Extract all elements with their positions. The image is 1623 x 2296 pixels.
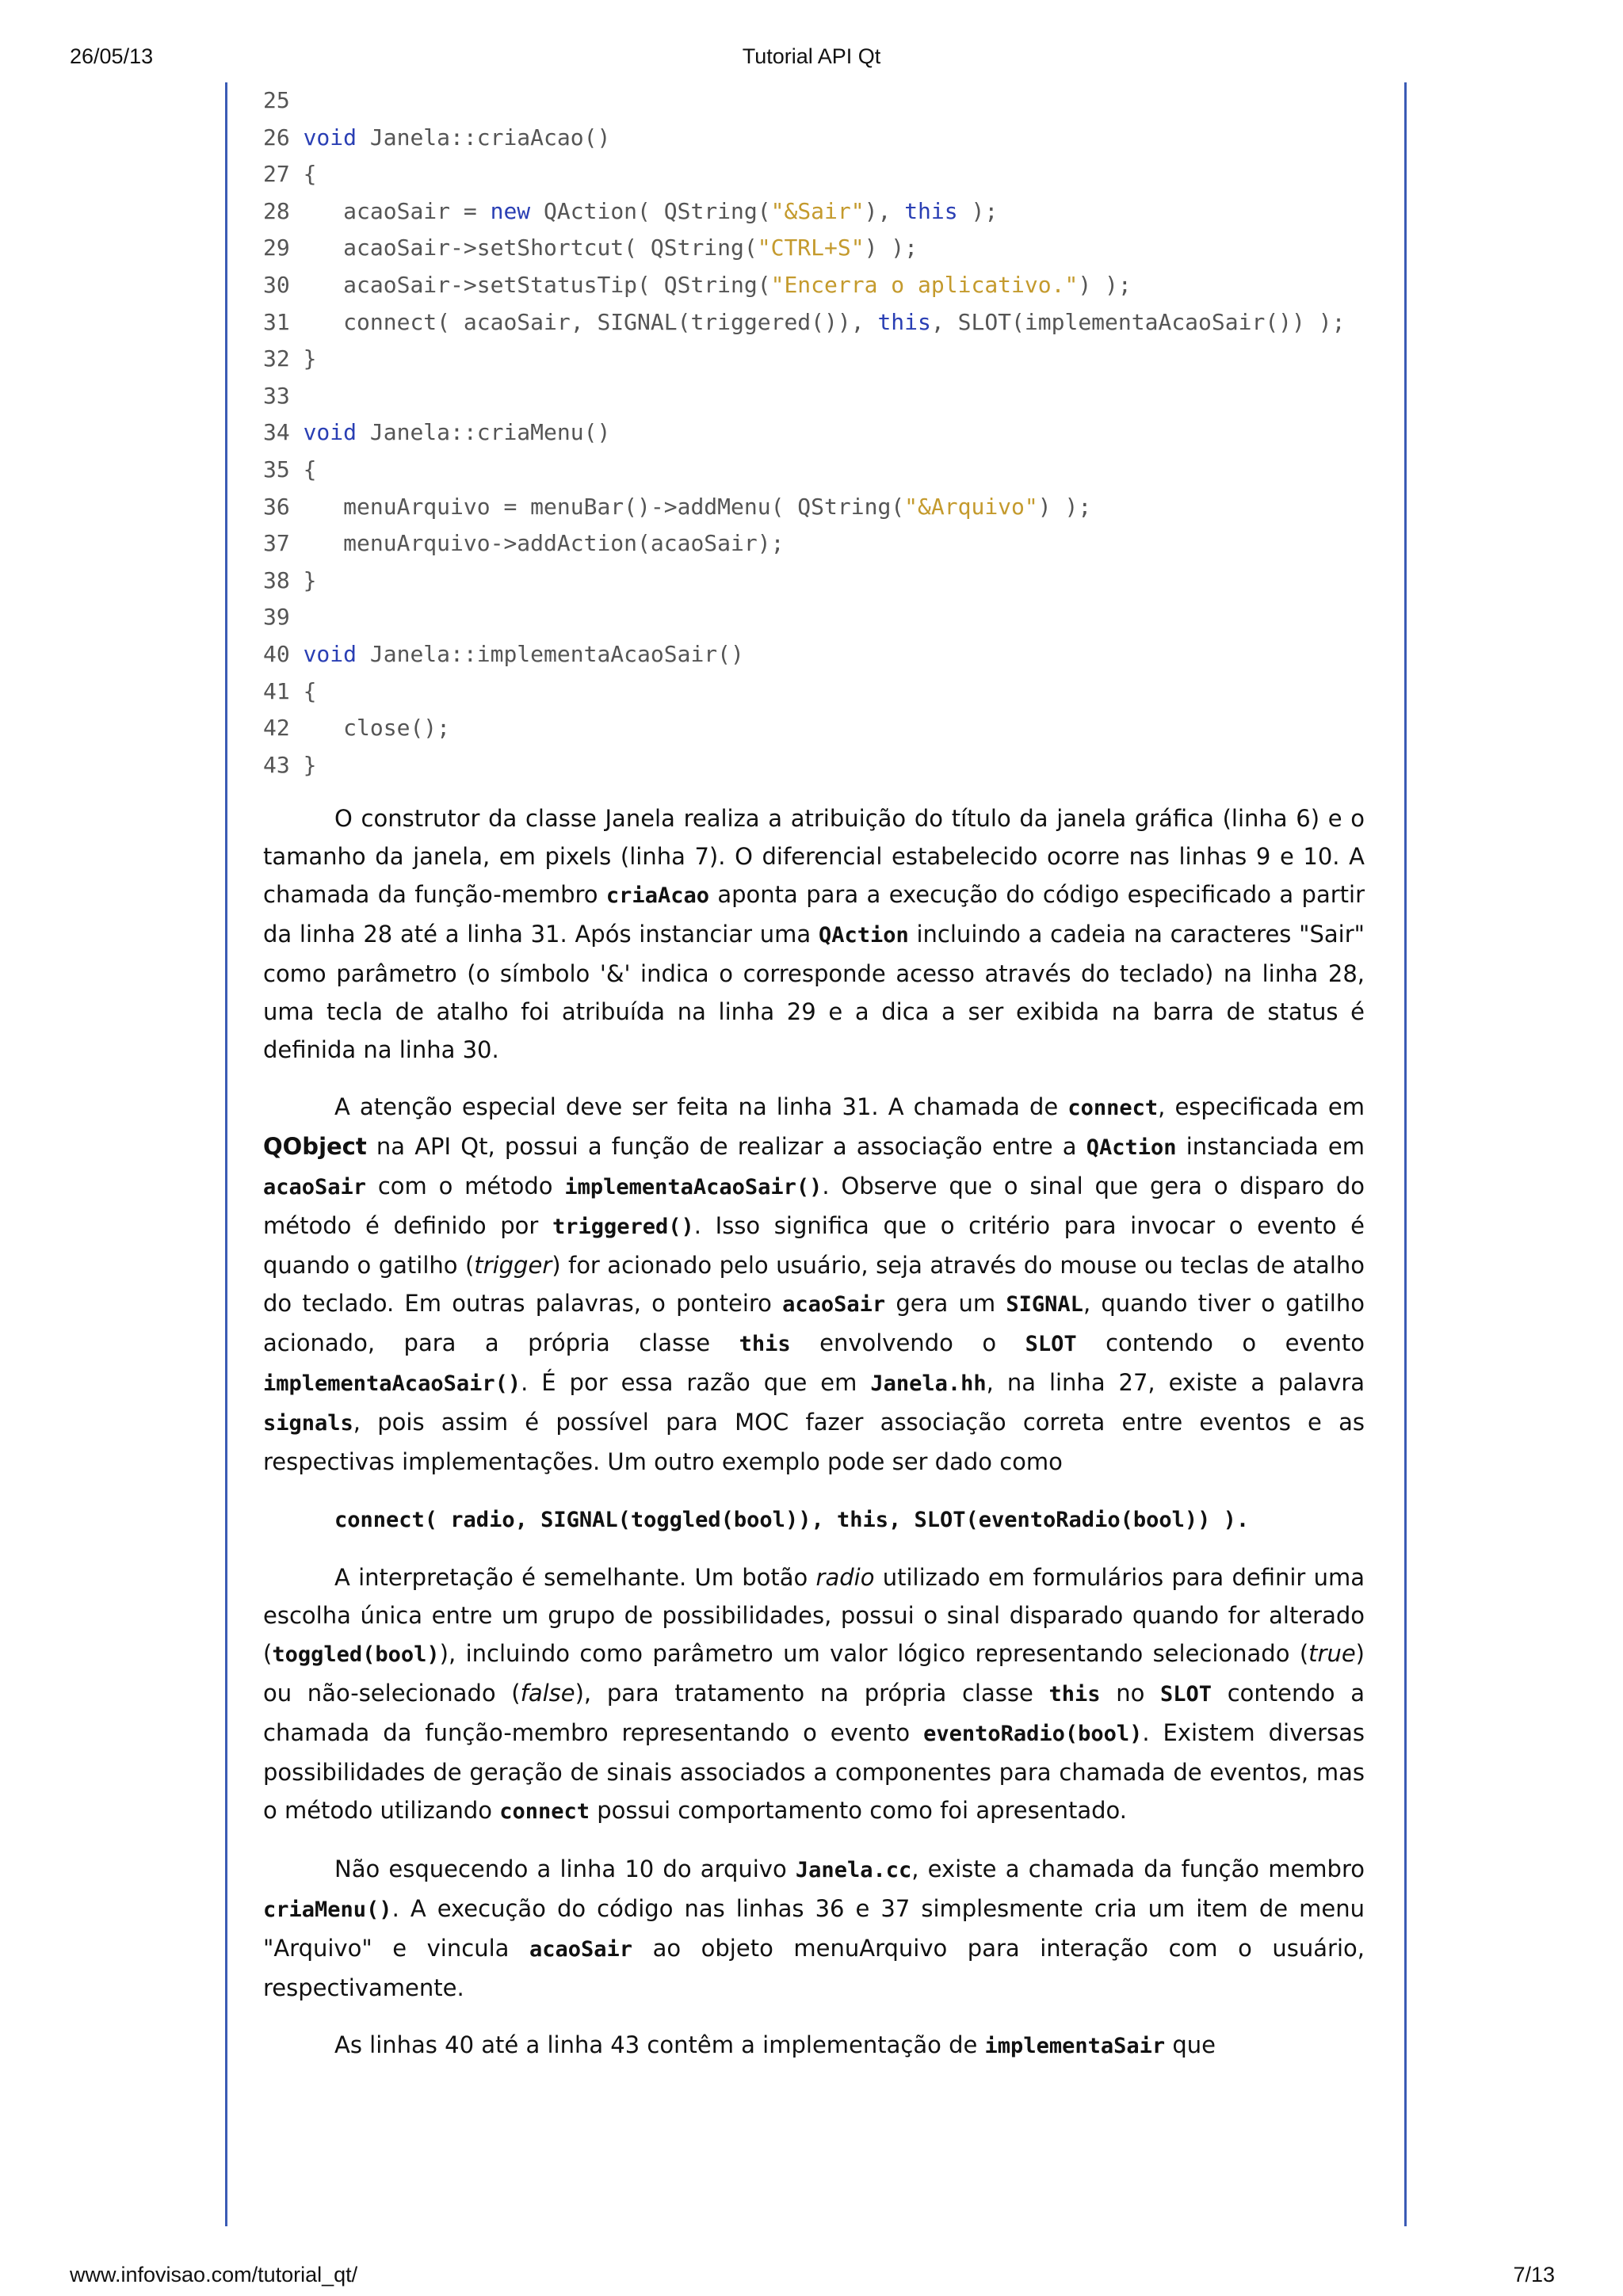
- code-line: [263, 304, 1365, 341]
- inline-code: eventoRadio(bool): [923, 1722, 1143, 1747]
- code-text: ),: [864, 197, 905, 224]
- code-line: [263, 489, 1365, 526]
- text-run: . Isso significa que o critério para invocar o evento é quando o gatilho (: [263, 1212, 1365, 1280]
- text-run: instanciada em: [1176, 1133, 1365, 1161]
- inline-code: this: [1048, 1682, 1101, 1707]
- code-line: [263, 82, 1365, 120]
- inline-code: toggled(bool): [272, 1642, 440, 1668]
- code-line: [263, 267, 1365, 304]
- code-line: [263, 341, 1365, 378]
- code-keyword: new: [490, 197, 531, 224]
- code-text: }: [303, 751, 317, 778]
- line-number: 33: [263, 382, 290, 409]
- inline-code: QAction: [818, 923, 909, 948]
- line-number: 36: [263, 493, 290, 520]
- paragraph: [263, 1850, 1365, 2007]
- code-text: {: [303, 161, 317, 188]
- code-string: "Encerra o aplicativo.": [770, 271, 1079, 298]
- inline-code: QAction: [1086, 1135, 1177, 1161]
- code-line: [263, 673, 1365, 711]
- inline-code: acaoSair: [529, 1937, 633, 1962]
- text-run: ) ou não-selecionado (: [263, 1640, 1365, 1707]
- code-text: {: [303, 456, 317, 482]
- line-number: 41: [263, 677, 290, 704]
- text-run: ), incluindo como parâmetro um valor lógico representando selecionado (: [439, 1640, 1309, 1668]
- line-number: 34: [263, 419, 290, 446]
- text-run: possui comportamento como foi apresentado.: [590, 1797, 1127, 1825]
- inline-code: criaAcao: [605, 883, 709, 909]
- code-text: ) );: [1037, 493, 1092, 520]
- code-text: }: [303, 345, 317, 372]
- code-line: [263, 452, 1365, 489]
- line-number: 31: [263, 308, 290, 335]
- line-number: 30: [263, 271, 290, 298]
- code-line: [263, 378, 1365, 415]
- inline-code: Janela.cc: [795, 1858, 912, 1883]
- page-title: Tutorial API Qt: [742, 44, 881, 68]
- paragraph: [263, 1088, 1365, 1481]
- paragraph: [263, 2026, 1365, 2065]
- text-run: gera um: [885, 1290, 1006, 1318]
- text-run: , existe a chamada da função membro: [911, 1855, 1365, 1883]
- text-run: As linhas 40 até a linha 43 contêm a implementação de: [334, 2031, 985, 2059]
- code-text: menuArquivo->addAction(acaoSair);: [303, 530, 785, 557]
- line-number: 42: [263, 715, 290, 742]
- code-text: menuArquivo = menuBar()->addMenu( QString(: [303, 493, 905, 520]
- text-area: [263, 799, 1365, 2065]
- inline-code: implementaAcaoSair(): [263, 1371, 521, 1397]
- text-run: , pois assim é possível para MOC fazer associação correta entre eventos e as respectivas implementações. Um outro exemplo pode ser dado como: [263, 1409, 1365, 1476]
- inline-code: SLOT: [1160, 1682, 1212, 1707]
- code-text: }: [303, 566, 317, 593]
- line-number: 43: [263, 751, 290, 778]
- text-run: ) for acionado pelo usuário, seja através do mouse ou teclas de atalho do teclado. Em outras palavras, o ponteiro: [263, 1252, 1365, 1318]
- text-run: utilizado em formulários para definir uma escolha única entre um grupo de possibilidades, possui o sinal disparado quando for alterado (: [263, 1564, 1365, 1668]
- italic-term: trigger: [474, 1252, 552, 1280]
- code-keyword: this: [877, 308, 931, 335]
- code-line: [263, 636, 1365, 673]
- text-run: Não esquecendo a linha 10 do arquivo: [334, 1855, 796, 1883]
- text-run: A atenção especial deve ser feita na linha 31. A chamada de: [334, 1093, 1068, 1121]
- text-run: A interpretação é semelhante. Um botão: [334, 1564, 816, 1592]
- text-run: ), para tratamento na própria classe: [575, 1680, 1049, 1707]
- bold-term: QObject: [263, 1133, 367, 1161]
- inline-code: acaoSair: [782, 1292, 886, 1318]
- code-text: Janela::criaAcao(): [357, 124, 611, 151]
- print-date: 26/05/13: [70, 44, 154, 68]
- code-text: , SLOT(implementaAcaoSair()) );: [930, 308, 1346, 335]
- text-run: , especificada em: [1158, 1093, 1365, 1121]
- text-run: incluindo a cadeia na caracteres "Sair" como parâmetro (o símbolo '&' indica o corresponde acesso através do teclado) na linha 28, uma tecla de atalho foi atribuída na linha 29 e a dica a ser exibida na barra de status é definida na linha 30.: [263, 921, 1365, 1064]
- text-run: . A execução do código nas linhas 36 e 37 simplesmente cria um item de menu "Arquivo" e vincula: [263, 1895, 1365, 1962]
- italic-term: true: [1308, 1640, 1356, 1668]
- paragraph: [263, 1558, 1365, 1831]
- document-body: [263, 82, 1365, 2084]
- italic-term: false: [520, 1680, 575, 1707]
- paragraph: [263, 799, 1365, 1069]
- code-string: "&Arquivo": [904, 493, 1038, 520]
- inline-code: acaoSair: [263, 1175, 367, 1200]
- code-text: acaoSair->setShortcut( QString(: [303, 235, 758, 261]
- code-text: acaoSair =: [303, 197, 491, 224]
- code-keyword: void: [303, 419, 357, 446]
- code-keyword: this: [904, 197, 958, 224]
- text-run: aponta para a execução do código especificado a partir da linha 28 até a linha 31. Após instanciar uma: [263, 881, 1365, 948]
- line-number: 38: [263, 566, 290, 593]
- text-run: O construtor da classe Janela realiza a atribuição do título da janela gráfica (linha 6) e o tamanho da janela, em pixels (linha 7). O diferencial estabelecido ocorre nas linhas 9 e 10. A chamada da função-membro: [263, 805, 1365, 909]
- inline-code: implementaAcaoSair(): [564, 1175, 823, 1200]
- code-line: [263, 193, 1365, 231]
- code-text: Janela::implementaAcaoSair(): [357, 640, 744, 667]
- code-string: "&Sair": [770, 197, 865, 224]
- paragraph: [263, 1500, 1365, 1539]
- text-run: que: [1165, 2031, 1216, 2059]
- code-line: [263, 563, 1365, 600]
- text-run: . Observe que o sinal que gera o disparo do método é definido por: [263, 1173, 1365, 1240]
- code-text: Janela::criaMenu(): [357, 419, 611, 446]
- inline-code: Janela.hh: [870, 1371, 987, 1397]
- text-run: envolvendo o: [790, 1329, 1025, 1357]
- code-example: connect( radio, SIGNAL(toggled(bool)), this, SLOT(eventoRadio(bool)) ).: [334, 1508, 1250, 1533]
- inline-code: triggered(): [552, 1215, 694, 1240]
- text-run: ao objeto menuArquivo para interação com o usuário, respectivamente.: [263, 1935, 1365, 2002]
- text-run: contendo o evento: [1076, 1329, 1365, 1357]
- text-run: contendo a chamada da função-membro representando o evento: [263, 1680, 1365, 1747]
- text-run: , na linha 27, existe a palavra: [986, 1369, 1365, 1397]
- code-text: ) );: [864, 235, 918, 261]
- inline-code: connect: [1067, 1096, 1159, 1121]
- inline-code: SLOT: [1025, 1332, 1077, 1357]
- code-line: [263, 230, 1365, 267]
- content-left-rule: [225, 82, 227, 2226]
- inline-code: connect: [499, 1799, 590, 1825]
- content-right-rule: [1404, 82, 1407, 2226]
- code-line: [263, 599, 1365, 636]
- text-run: . É por essa razão que em: [521, 1369, 871, 1397]
- line-number: 28: [263, 197, 290, 224]
- italic-term: radio: [815, 1564, 875, 1592]
- code-string: "CTRL+S": [757, 235, 865, 261]
- code-text: close();: [303, 715, 451, 742]
- line-number: 29: [263, 235, 290, 261]
- code-text: );: [957, 197, 999, 224]
- code-line: [263, 156, 1365, 193]
- inline-code: signals: [263, 1411, 353, 1436]
- code-line: [263, 414, 1365, 452]
- code-line: [263, 710, 1365, 747]
- line-number: 35: [263, 456, 290, 482]
- footer-url: www.infovisao.com/tutorial_qt/: [70, 2263, 358, 2286]
- line-number: 37: [263, 530, 290, 557]
- line-number: 27: [263, 161, 290, 188]
- line-number: 25: [263, 87, 290, 113]
- inline-code: criaMenu(): [263, 1897, 392, 1923]
- text-run: no: [1100, 1680, 1161, 1707]
- code-text: connect( acaoSair, SIGNAL(triggered()),: [303, 308, 878, 335]
- text-run: com o método: [366, 1173, 565, 1200]
- code-text: QAction( QString(: [530, 197, 771, 224]
- code-text: ) );: [1078, 271, 1132, 298]
- text-run: na API Qt, possui a função de realizar a associação entre a: [366, 1133, 1086, 1161]
- code-keyword: void: [303, 640, 357, 667]
- code-line: [263, 120, 1365, 157]
- inline-code: SIGNAL: [1006, 1292, 1083, 1318]
- code-text: acaoSair->setStatusTip( QString(: [303, 271, 771, 298]
- inline-code: this: [739, 1332, 791, 1357]
- line-number: 26: [263, 124, 290, 151]
- line-number: 40: [263, 640, 290, 667]
- line-number: 39: [263, 604, 290, 631]
- code-text: {: [303, 677, 317, 704]
- code-line: [263, 747, 1365, 784]
- text-run: , quando tiver o gatilho acionado, para a própria classe: [263, 1290, 1365, 1357]
- code-keyword: void: [303, 124, 357, 151]
- text-run: . Existem diversas possibilidades de geração de sinais associados a componentes para chamada de eventos, mas o método utilizando: [263, 1719, 1365, 1825]
- code-listing: [263, 82, 1365, 784]
- page-number: 7/13: [1513, 2263, 1555, 2286]
- code-line: [263, 525, 1365, 563]
- line-number: 32: [263, 345, 290, 372]
- inline-code: implementaSair: [984, 2034, 1166, 2059]
